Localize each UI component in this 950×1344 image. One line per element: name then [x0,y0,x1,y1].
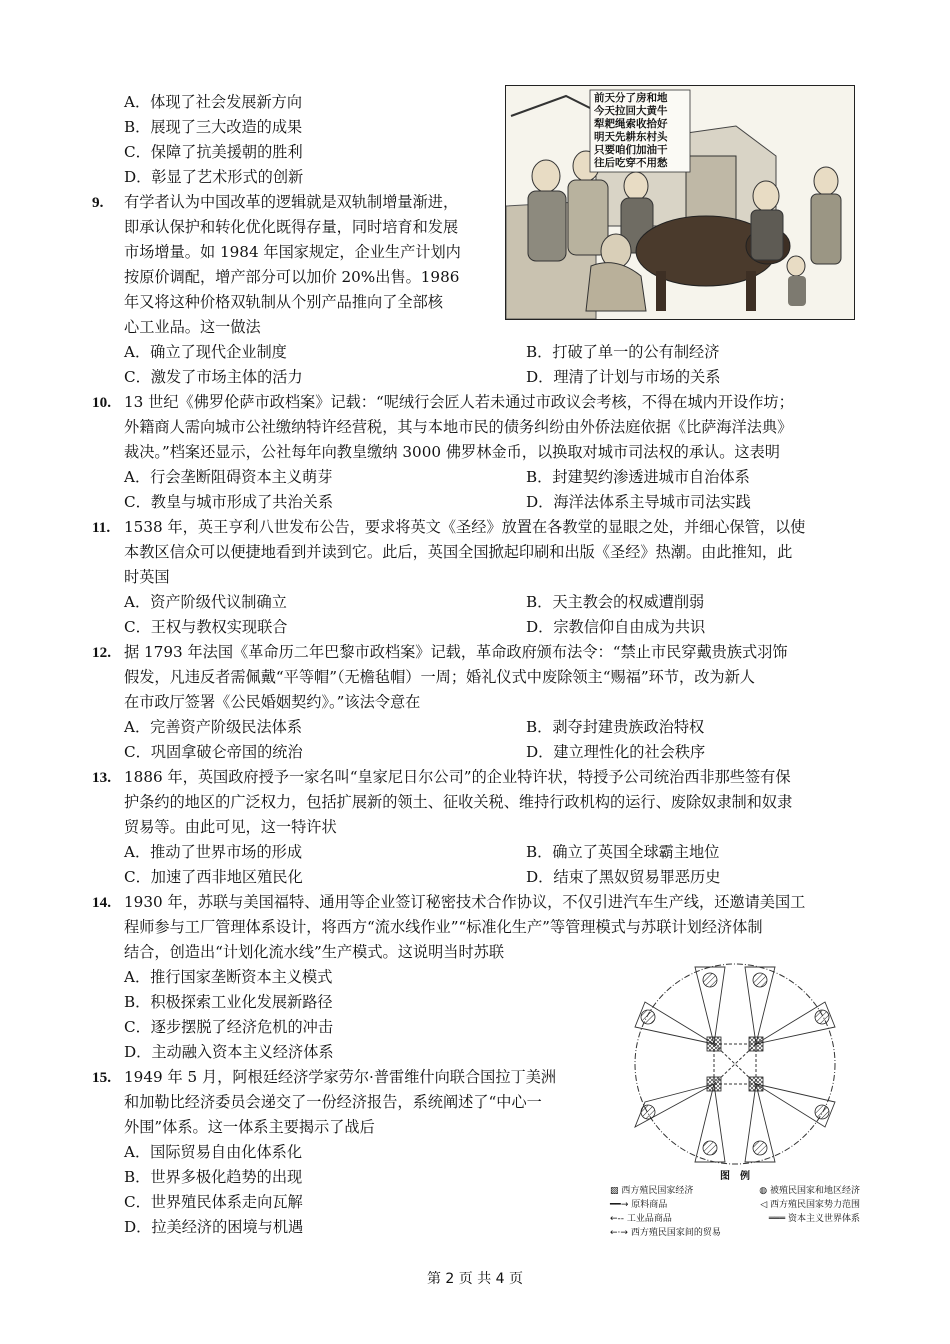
q10-number: 10. [92,394,111,411]
q14-stem-line: 程师参与工厂管理体系设计，将西方“流水线作业”“标准化生产”等管理模式与苏联计划经济体制 [124,918,763,936]
q14-option-d: D．主动融入资本主义经济体系 [124,1043,334,1061]
legend-item: ═══ 资本主义世界体系 [768,1214,860,1224]
poem-line: 只要咱们加油干 [594,144,668,156]
q10-option-d: D．海洋法体系主导城市司法实践 [526,493,751,511]
q8-option-a: A．体现了社会发展新方向 [124,93,303,111]
diagram-graphic [610,962,860,1167]
q9-stem-line: 按原价调配，增产部分可以加价 20%出售。1986 [124,268,460,286]
q9-number: 9. [92,194,104,211]
legend-item: ◁ 西方殖民国家势力范围 [760,1200,860,1210]
legend-item: ←·→ 西方殖民国家间的贸易 [610,1228,721,1238]
land-reform-cartoon [505,85,855,320]
q12-option-c: C．巩固拿破仑帝国的统治 [124,743,303,761]
q10-option-c: C．教皇与城市形成了共治关系 [124,493,334,511]
legend-item: ◍ 被殖民国家和地区经济 [759,1186,860,1196]
q12-number: 12. [92,644,111,661]
q13-stem-line: 护条约的地区的广泛权力，包括扩展新的领土、征收关税、维持行政机构的运行、废除奴隶制和奴隶 [124,793,793,811]
q13-stem-line: 贸易等。由此可见，这一特许状 [124,818,337,836]
center-periphery-diagram [610,962,860,1242]
legend-row [610,1184,860,1198]
q12-stem-line: 假发，凡违反者需佩戴“平等帽”（无檐毡帽）一周；婚礼仪式中废除领主“赐福”环节，改为新人 [124,668,755,686]
legend-row [610,1198,860,1212]
q11-stem-line: 时英国 [124,568,170,586]
poem-line: 前天分了房和地 [594,92,668,104]
q13-stem-line: 1886 年，英国政府授予一家名叫“皇家尼日尔公司”的企业特许状，特授予公司统治西非那些签有保 [124,768,791,786]
q12-option-a: A．完善资产阶级民法体系 [124,718,303,736]
diagram-legend [610,1170,860,1240]
q15-option-c: C．世界殖民体系走向瓦解 [124,1193,303,1211]
q10-stem-line: 裁决。”档案还显示，公社每年向教皇缴纳 3000 佛罗林金币，以换取对城市司法权的承认。这表明 [124,443,780,461]
poem-line: 今天拉回大黄牛 [594,105,668,117]
q12-option-b: B．剥夺封建贵族政治特权 [526,718,705,736]
q14-option-c: C．逐步摆脱了经济危机的冲击 [124,1018,334,1036]
q10-option-a: A．行会垄断阻碍资本主义萌芽 [124,468,333,486]
q9-stem-line: 有学者认为中国改革的逻辑就是双轨制增量渐进， [124,193,459,211]
legend-title: 图 例 [720,1171,750,1182]
q9-stem-line: 市场增量。如 1984 年国家规定，企业生产计划内 [124,243,461,261]
q11-stem-line: 1538 年，英王亨利八世发布公告，要求将英文《圣经》放置在各教堂的显眼之处，并细心保管，以使 [124,518,806,536]
cartoon-poem [594,92,668,170]
q14-stem-line: 结合，创造出“计划化流水线”生产模式。这说明当时苏联 [124,943,505,961]
q10-stem-line: 13 世纪《佛罗伦萨市政档案》记载：“呢绒行会匠人若未通过市政议会考核，不得在城内开设作坊； [124,393,794,411]
q9-stem-line: 年又将这种价格双轨制从个别产品推向了全部核 [124,293,443,311]
legend-item: ━━→ 原料商品 [610,1200,668,1210]
legend-item: ▨ 西方殖民国家经济 [610,1186,694,1196]
q11-option-c: C．王权与教权实现联合 [124,618,288,636]
q15-option-a: A．国际贸易自由化体系化 [124,1143,303,1161]
q15-option-d: D．拉美经济的困境与机遇 [124,1218,304,1236]
legend-row [610,1226,860,1240]
q9-option-d: D．理清了计划与市场的关系 [526,368,721,386]
q9-stem-line: 即承认保护和转化优化既得存量，同时培育和发展 [124,218,459,236]
q11-stem-line: 本教区信众可以便捷地看到并读到它。此后，英国全国掀起印刷和出版《圣经》热潮。由此推知，此 [124,543,793,561]
cartoon-illustration [506,86,854,319]
page-footer: 第 2 页 共 4 页 [426,1271,524,1287]
q15-stem-line: 外围”体系。这一体系主要揭示了战后 [124,1118,375,1136]
q15-stem-line: 1949 年 5 月，阿根廷经济学家劳尔·普雷维什向联合国拉丁美洲 [124,1068,557,1086]
q8-option-b: B．展现了三大改造的成果 [124,118,303,136]
q13-option-c: C．加速了西非地区殖民化 [124,868,303,886]
poem-line: 犁耙绳索收拾好 [594,118,668,130]
poem-line: 明天先耕东村头 [594,131,668,143]
q15-number: 15. [92,1069,111,1086]
q14-number: 14. [92,894,111,911]
q13-number: 13. [92,769,111,786]
legend-row [610,1212,860,1226]
q11-option-d: D．宗教信仰自由成为共识 [526,618,706,636]
q15-option-b: B．世界多极化趋势的出现 [124,1168,303,1186]
q8-option-d: D．彰显了艺术形式的创新 [124,168,304,186]
q14-option-b: B．积极探索工业化发展新路径 [124,993,333,1011]
q11-option-b: B．天主教会的权威遭削弱 [526,593,705,611]
legend-item: ←-- 工业品商品 [610,1214,672,1224]
q11-number: 11. [92,519,111,536]
q13-option-d: D．结束了黑奴贸易罪恶历史 [526,868,721,886]
q9-option-c: C．激发了市场主体的活力 [124,368,303,386]
poem-line: 往后吃穿不用愁 [594,157,668,169]
q14-stem-line: 1930 年，苏联与美国福特、通用等企业签订秘密技术合作协议，不仅引进汽车生产线，还邀请美国工 [124,893,806,911]
q9-option-b: B．打破了单一的公有制经济 [526,343,720,361]
q13-option-b: B．确立了英国全球霸主地位 [526,843,720,861]
q9-stem-line: 心工业品。这一做法 [124,318,261,336]
q10-stem-line: 外籍商人需向城市公社缴纳特许经营税，其与本地市民的债务纠纷由外侨法庭依据《比萨海洋法典》 [124,418,793,436]
q12-option-d: D．建立理性化的社会秩序 [526,743,706,761]
q10-option-b: B．封建契约渗透进城市自治体系 [526,468,750,486]
q15-stem-line: 和加勒比经济委员会递交了一份经济报告，系统阐述了“中心一 [124,1093,542,1111]
q12-stem-line: 在市政厅签署《公民婚姻契约》。”该法令意在 [124,693,421,711]
q12-stem-line: 据 1793 年法国《革命历二年巴黎市政档案》记载，革命政府颁布法令：“禁止市民穿戴贵族式羽饰 [124,643,788,661]
q9-option-a: A．确立了现代企业制度 [124,343,287,361]
q14-option-a: A．推行国家垄断资本主义模式 [124,968,333,986]
q11-option-a: A．资产阶级代议制确立 [124,593,287,611]
q8-option-c: C．保障了抗美援朝的胜利 [124,143,303,161]
q13-option-a: A．推动了世界市场的形成 [124,843,303,861]
